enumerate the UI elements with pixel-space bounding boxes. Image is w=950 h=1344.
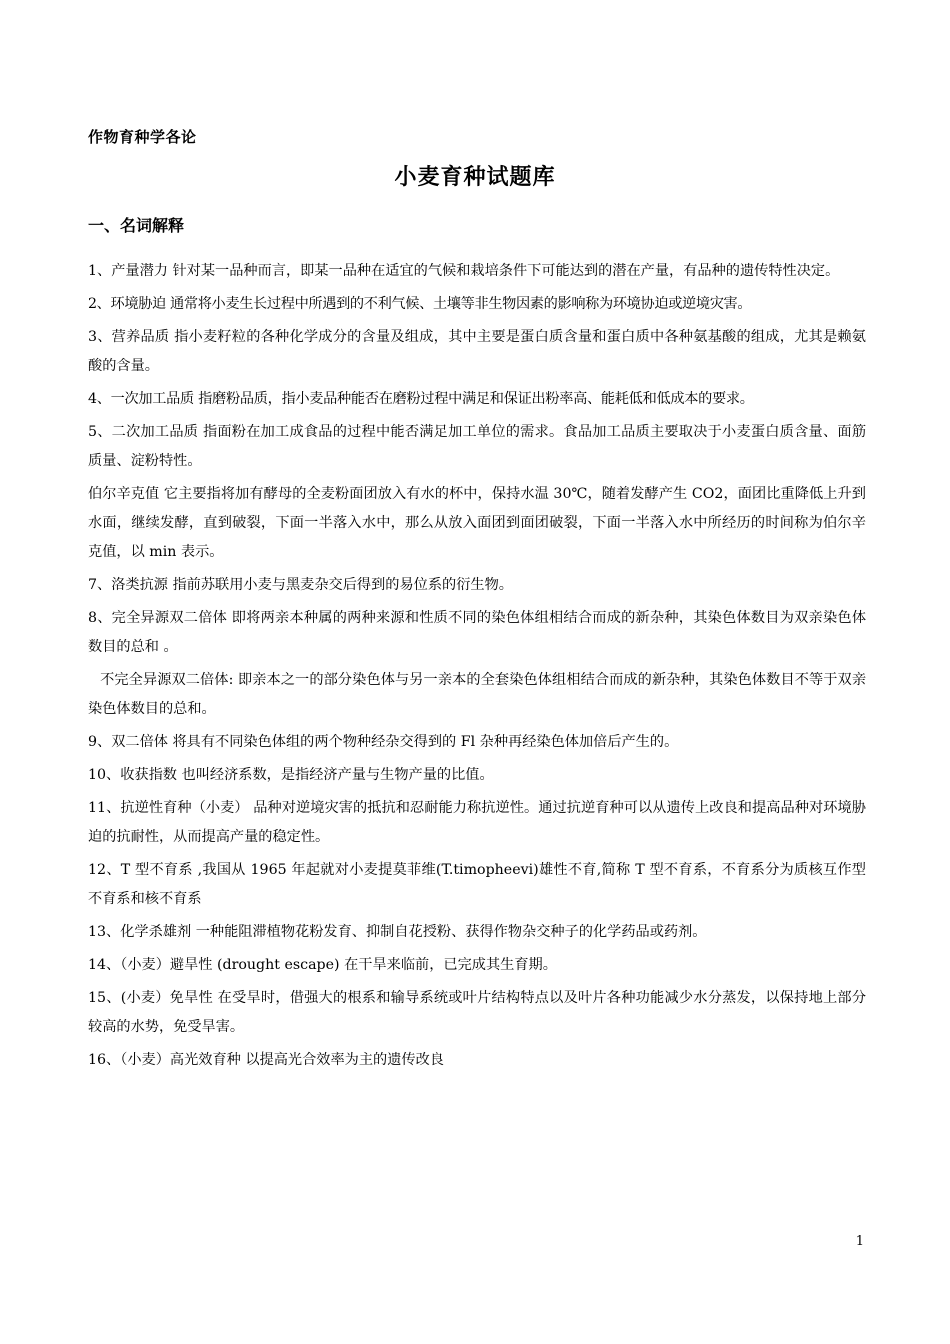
entry-text: ,我国从 1965 年起就对小麦提莫菲维(T.timopheevi)雄性不育,简称 T 型不育系，不育系分为质核互作型不育系和核不育系 (88, 862, 866, 907)
entry-term: 1、产量潜力 (88, 263, 168, 279)
entry-term: 4、一次加工品质 (88, 391, 194, 407)
document-title: 小麦育种试题库 (394, 165, 556, 190)
entry-term: 2、环境胁迫 (88, 296, 166, 312)
entry-text: 指前苏联用小麦与黑麦杂交后得到的易位系的衍生物。 (167, 577, 513, 593)
course-title: 作物育种学各论 (88, 128, 197, 146)
entry-term: 5、二次加工品质 (88, 424, 199, 440)
entry-text: 指小麦籽粒的各种化学成分的含量及组成，其中主要是蛋白质含量和蛋白质中各种氨基酸的组成，尤其是赖氨酸的含量。 (88, 329, 866, 374)
definition-entry (88, 257, 866, 286)
entry-term: 15、(小麦）免旱性 (88, 990, 213, 1006)
definition-entry (88, 323, 866, 381)
entry-text: 即将两亲本种属的两种来源和性质不同的染色体组相结合而成的新杂种，其染色体数目为双亲染色体数目的总和 。 (88, 610, 867, 655)
definition-entry (88, 418, 866, 476)
section-heading: 一、名词解释 (88, 216, 185, 235)
entry-text: 在干旱来临前，已完成其生育期。 (339, 957, 557, 973)
definition-entry (88, 666, 866, 724)
entry-term: 3、营养品质 (88, 329, 170, 345)
entry-term: 10、收获指数 (88, 767, 177, 783)
entry-text: 品种对逆境灾害的抵抗和忍耐能力称抗逆性。通过抗逆育种可以从遗传上改良和提高品种对环境胁迫的抗耐性，从而提高产量的稳定性。 (88, 800, 866, 845)
definition-entry (88, 728, 866, 757)
definition-entry (88, 1046, 866, 1075)
entry-text: 将具有不同染色体组的两个物种经杂交得到的 Fl 杂种再经染色体加倍后产生的。 (167, 734, 679, 750)
definition-entry (88, 604, 866, 662)
definition-entry (88, 951, 866, 980)
entry-text: 指面粉在加工成食品的过程中能否满足加工单位的需求。食品加工品质主要取决于小麦蛋白质含量、面筋质量、淀粉特性。 (88, 424, 867, 469)
definition-entry (88, 761, 866, 790)
entry-term: 不完全异源双二倍体: (100, 672, 234, 688)
definition-entry (88, 984, 866, 1042)
entry-term: 13、化学杀雄剂 (88, 924, 192, 940)
entry-text: 它主要指将加有酵母的全麦粉面团放入有水的杯中，保持水温 30℃，随着发酵产生 CO2，面团比重降低上升到水面，继续发酵，直到破裂，下面一半落入水中，那么从放入面团到面团破裂，下面一半落入水中所经历的时间称为伯尔辛克值，以 min 表示。 (88, 486, 866, 560)
entry-term: 16、（小麦）高光效育种 (88, 1052, 241, 1068)
entry-term: 9、双二倍体 (88, 734, 168, 750)
entry-text: 通常将小麦生长过程中所遇到的不利气候、土壤等非生物因素的影响称为环境协迫或逆境灾害。 (165, 296, 752, 312)
entry-text: 在受旱时，借强大的根系和输导系统或叶片结构特点以及叶片各种功能减少水分蒸发，以保持地上部分较高的水势，免受旱害。 (88, 990, 867, 1035)
page-number: 1 (855, 1234, 864, 1249)
entry-text: 也叫经济系数，是指经济产量与生物产量的比值。 (177, 767, 494, 783)
entry-text: 指磨粉品质，指小麦品种能否在磨粉过程中满足和保证出粉率高、能耗低和低成本的要求。 (193, 391, 754, 407)
entry-term: 11、抗逆性育种（小麦） (88, 800, 249, 816)
entry-text: 即亲本之一的部分染色体与另一亲本的全套染色体组相结合而成的新杂种，其染色体数目不等于双亲染色体数目的总和。 (88, 672, 867, 717)
definition-entry (88, 856, 866, 914)
definition-entry (88, 918, 866, 947)
entry-text: 一种能阻滞植物花粉发育、抑制自花授粉、获得作物杂交种子的化学药品或药剂。 (191, 924, 707, 940)
entry-text: 针对某一品种而言，即某一品种在适宜的气候和栽培条件下可能达到的潜在产量，有品种的遗传特性决定。 (167, 263, 840, 279)
entry-term: 14、（小麦）避旱性 (drought escape) (88, 957, 340, 973)
definition-entry (88, 290, 866, 319)
entry-term: 伯尔辛克值 (88, 486, 160, 502)
definition-entry (88, 385, 866, 414)
definition-entry (88, 794, 866, 852)
entry-term: 12、T 型不育系 (88, 862, 193, 878)
definitions-list (88, 257, 866, 1079)
entry-text: 以提高光合效率为主的遗传改良 (240, 1052, 444, 1068)
entry-term: 7、洛类抗源 (88, 577, 168, 593)
entry-term: 8、完全异源双二倍体 (88, 610, 228, 626)
definition-entry (88, 480, 866, 567)
definition-entry (88, 571, 866, 600)
